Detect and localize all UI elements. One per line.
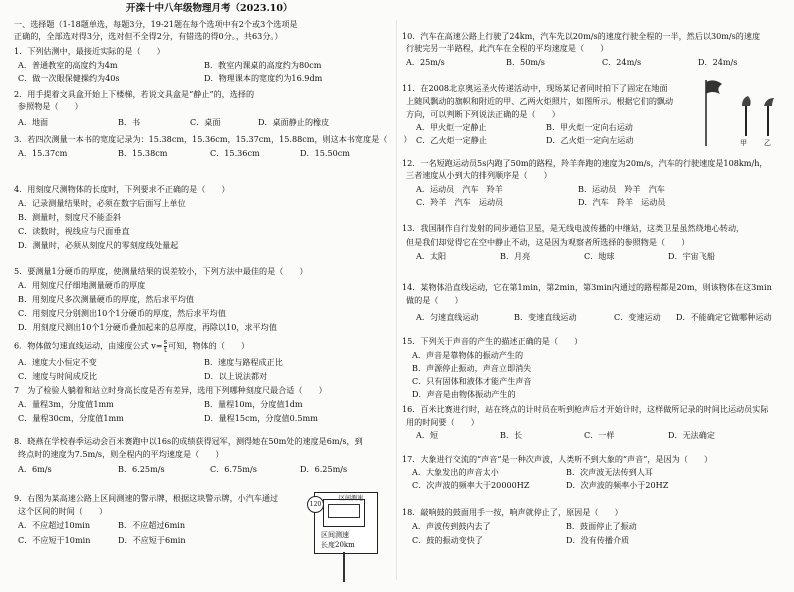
question-18-option-b[interactable]: B．鼓面停止了振动 xyxy=(566,521,637,531)
question-12-option-d[interactable]: D．汽车 羚羊 运动员 xyxy=(578,197,666,207)
question-8-stem-cont: 终点时的速度为7.5m/s，则全程内的平均速度是（ ） xyxy=(18,449,224,459)
question-1-option-c[interactable]: C．做一次眼保健操约为40s xyxy=(18,73,120,83)
question-3-stem: 3．若四次测量一本书的宽度记录为：15.38cm，15.36cm，15.37cm，15.88cm，则这本书宽度是（ ） xyxy=(14,134,412,144)
velocity-fraction xyxy=(164,339,168,354)
question-15-stem: 15．下列关于声音的产生的描述正确的是（ ） xyxy=(402,336,583,346)
figure-label-jia: 甲 xyxy=(740,139,747,147)
question-16-option-a[interactable]: A．短 xyxy=(416,430,439,440)
question-8-option-a[interactable]: A．6m/s xyxy=(18,464,52,474)
question-10-stem-cont: 行驶完另一半路程，此汽车在全程的平均速度是（ ） xyxy=(406,43,609,53)
question-14-option-b[interactable]: B．变速直线运动 xyxy=(514,312,577,322)
question-13-stem-cont: 但是我们却觉得它在空中静止不动，这是因为观察者所选择的参照物是（ ） xyxy=(406,237,690,247)
question-1-option-d[interactable]: D．物理课本的宽度约为16.9dm xyxy=(204,73,323,83)
question-5-option-c[interactable]: C．用刻度尺分别测出10个1分硬币的厚度，然后求平均值 xyxy=(18,308,226,318)
speed-sign-line-2: 长度20km xyxy=(321,541,355,549)
question-18-option-c[interactable]: C．鼓的振动变快了 xyxy=(412,535,483,545)
question-17-option-c[interactable]: C．次声波的频率大于20000HZ xyxy=(412,480,530,490)
question-13-option-c[interactable]: C．地球 xyxy=(584,251,615,261)
question-3-option-c[interactable]: C．15.36cm xyxy=(210,148,260,158)
question-8-option-d[interactable]: D．6.25m/s xyxy=(300,464,348,474)
question-11-option-c[interactable]: C．乙火炬一定静止 xyxy=(416,135,487,145)
speed-sign-car-icon xyxy=(328,504,360,518)
question-4-option-d[interactable]: D．测量时，必须从刻度尺的零刻度线处量起 xyxy=(18,240,179,250)
question-2-option-b[interactable]: B．书 xyxy=(118,117,141,127)
question-7-option-a[interactable]: A．量程3m，分度值1mm xyxy=(18,399,114,409)
torch-yi-icon xyxy=(764,98,774,106)
question-8-option-b[interactable]: B．6.25m/s xyxy=(118,464,165,474)
question-9-option-b[interactable]: B．不应超过6min xyxy=(118,520,186,530)
question-18-stem: 18．敲响鼓的鼓面用手一按，响声就停止了，原因是（ ） xyxy=(402,507,623,517)
section-instruction-line-2: 正确的，全部选对得3分，选对但不全得2分，有错选的得0分。，共63分。） xyxy=(14,31,283,41)
question-10-option-a[interactable]: A．25m/s xyxy=(406,57,445,67)
question-12-stem: 12．一名短跑运动员5s内跑了50m的路程，羚羊奔跑的速度为20m/s，汽车的行驶速度是108km/h， xyxy=(402,158,768,168)
question-10-stem: 10．汽车在高速公路上行驶了24km，汽车先以20m/s的速度行驶全程的一半，然后以30m/s的速度 xyxy=(402,31,761,41)
question-7-stem: 7 为了检验人躺着和站立时身高长度是否有差异，选用下列哪种刻度尺最合适（ ） xyxy=(14,385,327,395)
question-7-option-d[interactable]: D．量程15cm，分度值0.5mm xyxy=(204,413,318,423)
question-12-option-a[interactable]: A．运动员 汽车 羚羊 xyxy=(416,184,503,194)
question-4-option-b[interactable]: B．测量时，刻度尺不能歪斜 xyxy=(18,212,122,222)
question-15-option-b[interactable]: B．声源停止振动，声音立即消失 xyxy=(412,363,532,373)
question-11-stem-cont-1: 上随风飘动的旗帜和附近的甲、乙两火炬照片，如图所示。根据它们的飘动 xyxy=(406,96,674,106)
question-9-stem-cont: 这个区间的时间（ ） xyxy=(18,506,108,516)
question-5-stem: 5．要测量1分硬币的厚度，使测量结果的误差较小，下列方法中最佳的是（ ） xyxy=(14,266,308,276)
question-6-option-b[interactable]: B．速度与路程成正比 xyxy=(204,357,283,367)
question-6-option-d[interactable]: D．以上说法都对 xyxy=(204,371,268,381)
speed-sign-line-1: 区间测速 xyxy=(321,531,349,539)
question-16-stem-cont: 用的时间要（ ） xyxy=(406,417,479,427)
question-6-stem xyxy=(14,339,249,354)
question-7-option-c[interactable]: C．量程30cm，分度值1mm xyxy=(18,413,124,423)
question-10-option-d[interactable]: D．24m/s xyxy=(698,57,738,67)
question-5-option-d[interactable]: D．用刻度尺测出10个1分硬币叠加起来的总厚度，再除以10，求平均值 xyxy=(18,322,277,332)
section-instruction-line-1: 一、选择题（1-18题单选，每题3分，19-21题在每个选项中有2个或3个选项是 xyxy=(14,19,298,29)
question-6-option-a[interactable]: A．速度大小恒定不变 xyxy=(18,357,97,367)
question-2-option-c[interactable]: C．桌面 xyxy=(190,117,221,127)
question-8-stem: 8．晓燕在学校春季运动会百米赛跑中以16s的成绩获得冠军，测得她在50m处的速度是6m/s，到 xyxy=(14,436,363,446)
question-13-option-d[interactable]: D．宇宙飞船 xyxy=(668,251,715,261)
question-3-option-d[interactable]: D．15.50cm xyxy=(300,148,350,158)
question-11-option-d[interactable]: D．乙火炬一定向左运动 xyxy=(546,135,634,145)
question-10-option-b[interactable]: B．50m/s xyxy=(506,57,545,67)
speed-sign-top-text: 区间测速 xyxy=(339,495,364,502)
question-14-option-d[interactable]: D．不能确定它做哪种运动 xyxy=(676,312,772,322)
question-4-stem: 4．用刻度尺测物体的长度时，下列要求不正确的是（ ） xyxy=(14,184,230,194)
question-16-option-b[interactable]: B．长 xyxy=(500,430,523,440)
speed-sign-pole xyxy=(343,552,345,582)
speed-sign-panel xyxy=(323,499,365,527)
fraction-denominator: t xyxy=(163,346,167,354)
exam-title: 开滦十中八年级物理月考（2023.10） xyxy=(126,3,293,14)
question-5-option-a[interactable]: A．用刻度尺仔细地测量硬币的厚度 xyxy=(18,280,146,290)
question-9-stem: 9．右图为某高速公路上区间测速的警示牌，根据这块警示牌，小汽车通过 xyxy=(14,493,279,503)
question-14-option-a[interactable]: A．匀速直线运动 xyxy=(416,312,479,322)
question-6-stem-part-1: 6．物体做匀速直线运动，由速度公式 v= xyxy=(14,340,163,351)
question-16-stem: 16．百米比赛进行时，站在终点的计时员在听到枪声后才开始计时，这样做所记录的时间比运动员实际 xyxy=(402,404,769,414)
speed-limit-circle: 120 xyxy=(307,496,324,513)
question-9-option-a[interactable]: A．不应超过10min xyxy=(18,520,91,530)
question-3-option-a[interactable]: A．15.37cm xyxy=(18,148,68,158)
question-16-option-c[interactable]: C．一样 xyxy=(584,430,615,440)
question-3-option-b[interactable]: B．15.38cm xyxy=(118,148,168,158)
figure-label-yi: 乙 xyxy=(764,139,771,147)
question-16-option-d[interactable]: D．无法确定 xyxy=(668,430,715,440)
question-2-option-a[interactable]: A．地面 xyxy=(18,117,49,127)
question-4-option-a[interactable]: A．记录测量结果时，必须在数字后面写上单位 xyxy=(18,198,186,208)
question-17-stem: 17．大象进行交流的“声音”是一种次声波，人类听不到大象的“声音”，是因为（ ） xyxy=(402,454,713,464)
question-13-stem: 13．我国制作自行发射的同步通信卫星，是无线电波传播的中继站，这类卫星虽然绕地心转动， xyxy=(402,223,745,233)
question-12-option-c[interactable]: C．羚羊 汽车 运动员 xyxy=(416,197,504,207)
flag-icon xyxy=(706,80,722,94)
question-6-stem-part-2: 可知，物体的（ ） xyxy=(168,340,250,351)
question-1-stem: 1．下列估测中，最接近实际的是（ ） xyxy=(14,46,165,56)
question-2-stem-cont: 参照物是（ ） xyxy=(18,101,83,111)
question-11-stem-cont-2: 方向，可以判断下列说法正确的是（ ） xyxy=(406,109,560,119)
question-17-option-a[interactable]: A．大象发出的声音太小 xyxy=(412,467,499,477)
question-15-option-c[interactable]: C．只有固体和液体才能产生声音 xyxy=(412,376,532,386)
question-11-option-b[interactable]: B．甲火炬一定向右运动 xyxy=(546,122,633,132)
question-15-option-d[interactable]: D．声音是由物体振动产生的 xyxy=(412,389,516,399)
question-14-stem: 14．某物体沿直线运动，它在第1min，第2min，第3min内通过的路程都是20m，则该物体在这3min xyxy=(402,282,772,292)
question-15-option-a[interactable]: A．声音是靠物体的振动产生的 xyxy=(412,350,524,360)
question-12-stem-cont: 三者速度从小到大的排列顺序是（ ） xyxy=(406,170,552,180)
question-10-option-c[interactable]: C．24m/s xyxy=(602,57,642,67)
torch-jia-icon xyxy=(742,96,751,106)
question-8-option-c[interactable]: C．6.75m/s xyxy=(210,464,257,474)
question-2-stem: 2．用手提着文具盒开始上下楼梯，若说文具盒是“静止”的，选择的 xyxy=(14,89,255,99)
question-2-option-d[interactable]: D．桌面静止的橡皮 xyxy=(258,117,330,127)
question-1-option-b[interactable]: B．教室内课桌的高度约为80cm xyxy=(204,60,322,70)
column-divider xyxy=(396,20,397,580)
question-1-option-a[interactable]: A．普通教室的高度约为4m xyxy=(18,60,118,70)
question-17-option-d[interactable]: D．次声波的频率小于20HZ xyxy=(566,480,669,490)
question-11-stem: 11．在2008北京奥运圣火传递活动中，现场某记者同时拍下了固定在地面 xyxy=(402,83,668,93)
question-7-option-b[interactable]: B．量程10m，分度值1dm xyxy=(204,399,303,409)
question-6-option-c[interactable]: C．速度与时间成反比 xyxy=(18,371,98,381)
question-12-option-b[interactable]: B．运动员 羚羊 汽车 xyxy=(578,184,665,194)
question-14-option-c[interactable]: C．变速运动 xyxy=(614,312,661,322)
question-5-option-b[interactable]: B．用刻度尺多次测量硬币的厚度，然后求平均值 xyxy=(18,294,194,304)
question-13-option-b[interactable]: B．月亮 xyxy=(500,251,531,261)
question-18-option-a[interactable]: A．声波传到鼓内去了 xyxy=(412,521,491,531)
question-18-option-d[interactable]: D．没有传播介质 xyxy=(566,535,630,545)
question-17-option-b[interactable]: B．次声波无法传到人耳 xyxy=(566,467,653,477)
question-9-option-c[interactable]: C．不应短于10min xyxy=(18,535,91,545)
question-14-stem-cont: 做的是（ ） xyxy=(406,295,463,305)
question-9-option-d[interactable]: D．不应短于6min xyxy=(118,535,186,545)
fraction-numerator: s xyxy=(163,338,168,346)
question-4-option-c[interactable]: C．读数时，视线应与尺面垂直 xyxy=(18,226,130,236)
question-13-option-a[interactable]: A．太阳 xyxy=(416,251,447,261)
question-11-option-a[interactable]: A．甲火炬一定静止 xyxy=(416,122,487,132)
